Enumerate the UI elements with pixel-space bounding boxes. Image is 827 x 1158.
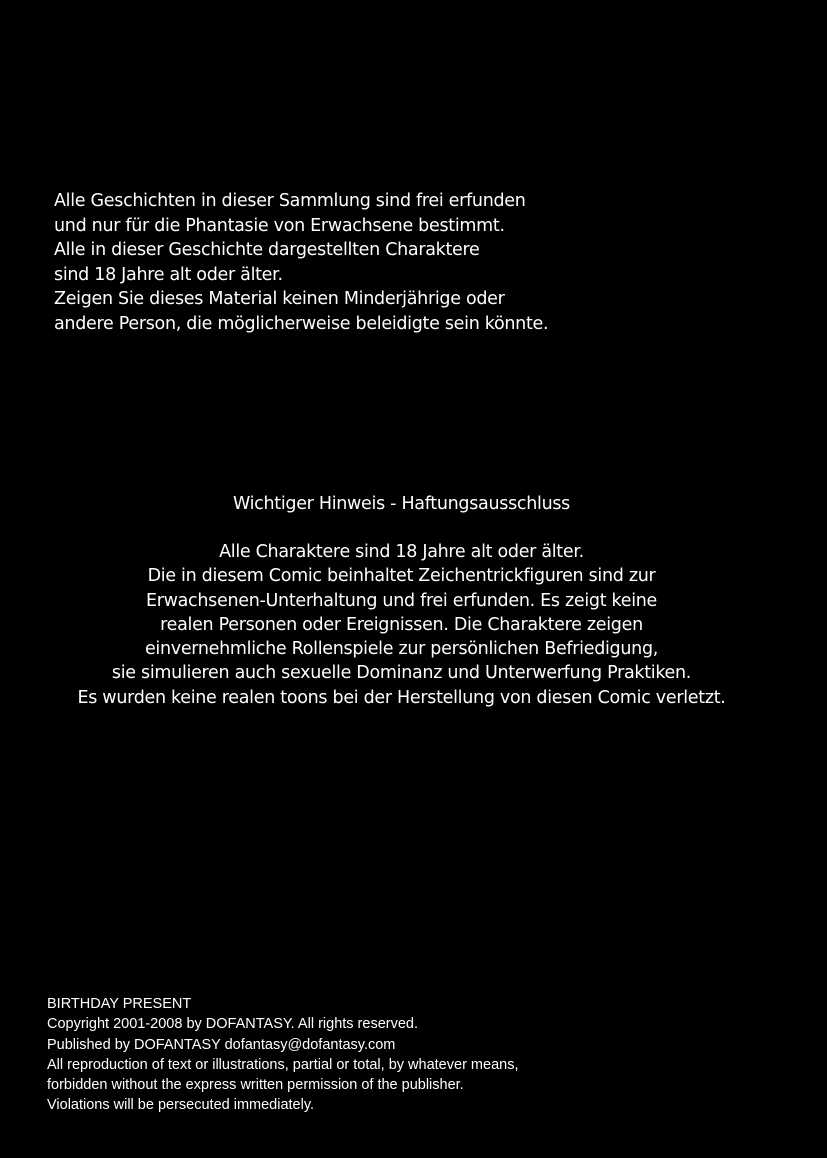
intro-line: sind 18 Jahre alt oder älter. bbox=[54, 264, 283, 285]
intro-line: Zeigen Sie dieses Material keinen Minderjährige oder bbox=[54, 289, 505, 309]
notice-line: Es wurden keine realen toons bei der Herstellung von diesen Comic verletzt. bbox=[77, 687, 726, 708]
intro-line: Alle in dieser Geschichte dargestellten Charaktere bbox=[54, 240, 480, 260]
notice-line: realen Personen oder Ereignissen. Die Charaktere zeigen bbox=[160, 614, 643, 635]
notice-line: Erwachsenen-Unterhaltung und frei erfunden. Es zeigt keine bbox=[145, 590, 658, 611]
intro-disclaimer bbox=[54, 189, 548, 336]
notice-body bbox=[0, 540, 803, 710]
credits-reproduction: All reproduction of text or illustrations, partial or total, by whatever means, bbox=[47, 1056, 519, 1073]
notice-heading: Wichtiger Hinweis - Haftungsausschluss bbox=[232, 494, 571, 514]
intro-line: andere Person, die möglicherweise beleidigte sein könnte. bbox=[54, 313, 549, 334]
intro-line: Alle Geschichten in dieser Sammlung sind frei erfunden bbox=[54, 191, 526, 211]
notice-line: sie simulieren auch sexuelle Dominanz und Unterwerfung Praktiken. bbox=[111, 663, 692, 684]
credits-violations: Violations will be persecuted immediately. bbox=[47, 1097, 315, 1114]
credits-copyright: Copyright 2001-2008 by DOFANTASY. All rights reserved. bbox=[47, 1016, 419, 1033]
credits-title: BIRTHDAY PRESENT bbox=[47, 996, 192, 1012]
credits-reproduction: forbidden without the express written permission of the publisher. bbox=[47, 1077, 464, 1094]
credits-published: Published by DOFANTASY dofantasy@dofantasy.com bbox=[47, 1036, 396, 1053]
notice-line: einvernehmliche Rollenspiele zur persönlichen Befriedigung, bbox=[144, 639, 659, 660]
credits-block bbox=[47, 994, 518, 1116]
notice-line: Alle Charaktere sind 18 Jahre alt oder älter. bbox=[219, 542, 584, 562]
intro-line: und nur für die Phantasie von Erwachsene bestimmt. bbox=[54, 215, 505, 236]
notice-line: Die in diesem Comic beinhaltet Zeichentrickfiguren sind zur bbox=[147, 566, 656, 587]
